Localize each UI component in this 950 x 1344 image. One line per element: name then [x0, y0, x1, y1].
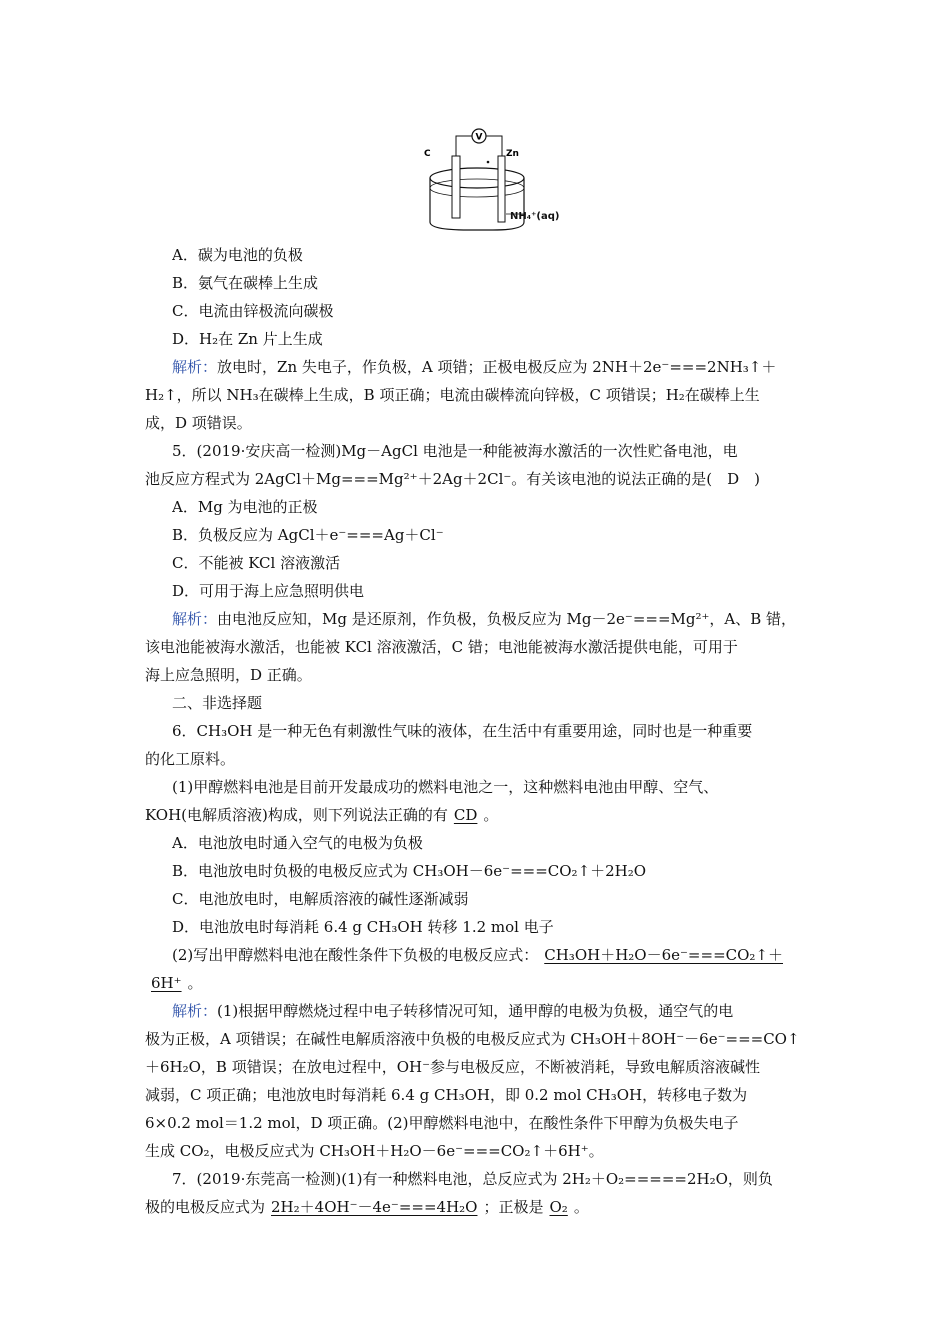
- voltmeter-label: V: [475, 132, 483, 143]
- answer-blank: CH₃OH＋H₂O－6e⁻===CO₂↑＋: [544, 946, 783, 964]
- text-line: 6×0.2 mol＝1.2 mol，D 项正确。(2)甲醇燃料电池中，在酸性条件下甲醇为负极失电子: [145, 1114, 739, 1132]
- text-line: (2)写出甲醇燃料电池在酸性条件下负极的电极反应式： CH₃OH＋H₂O－6e⁻===CO₂↑＋: [172, 942, 812, 968]
- text-line: 解析：由电池反应知，Mg 是还原剂，作负极，负极反应为 Mg－2e⁻===Mg²⁺，A、B 错，: [172, 610, 797, 628]
- text-line: A．电池放电时通入空气的电极为负极: [172, 834, 423, 852]
- text-line: B．氨气在碳棒上生成: [172, 274, 319, 292]
- text-line: D．可用于海上应急照明供电: [172, 582, 365, 600]
- text-line: 该电池能被海水激活，也能被 KCl 溶液激活，C 错；电池能被海水激活提供电能，可用于: [145, 638, 738, 656]
- text-line: B．负极反应为 AgCl＋e⁻===Ag＋Cl⁻: [172, 526, 444, 544]
- text-line: 6．CH₃OH 是一种无色有刺激性气味的液体，在生活中有重要用途，同时也是一种重要: [172, 722, 753, 740]
- text-line: D．H₂在 Zn 片上生成: [172, 330, 323, 348]
- text-line: 成，D 项错误。: [145, 414, 252, 432]
- text-line: KOH(电解质溶液)构成，则下列说法正确的有 CD 。: [145, 806, 499, 824]
- text-line: B．电池放电时负极的电极反应式为 CH₃OH－6e⁻===CO₂↑＋2H₂O: [172, 862, 647, 880]
- text-line: 6H⁺ 。: [145, 970, 815, 996]
- answer-blank: 6H⁺: [151, 974, 182, 992]
- text-line: H₂↑，所以 NH₃在碳棒上生成，B 项正确；电流由碳棒流向锌极，C 项错误；H₂在碳棒上生: [145, 386, 760, 404]
- analysis-label: 解析：: [172, 1002, 218, 1020]
- text-line: 生成 CO₂，电极反应式为 CH₃OH＋H₂O－6e⁻===CO₂↑＋6H⁺。: [145, 1142, 604, 1160]
- text-line: 池反应方程式为 2AgCl＋Mg===Mg²⁺＋2Ag＋2Cl⁻。有关该电池的说法正确的是( D ): [145, 470, 761, 488]
- text-line: (1)甲醇燃料电池是目前开发最成功的燃料电池之一，这种燃料电池由甲醇、空气、: [172, 778, 719, 796]
- text-line: 极为正极，A 项错误；在碱性电解质溶液中负极的电极反应式为 CH₃OH＋8OH⁻－6e⁻===CO↑: [145, 1030, 800, 1048]
- text-line: 7．(2019·东莞高一检测)(1)有一种燃料电池，总反应式为 2H₂＋O₂=====2H₂O，则负: [172, 1170, 773, 1188]
- zinc-label: Zn: [506, 149, 519, 159]
- text-line: 海上应急照明，D 正确。: [145, 666, 312, 684]
- text-line: 5．(2019·安庆高一检测)Mg－AgCl 电池是一种能被海水激活的一次性贮备电池，电: [172, 442, 738, 460]
- solution-label: NH₄⁺(aq): [510, 211, 560, 222]
- text-line: 的化工原料。: [145, 750, 236, 768]
- text-line: ＋6H₂O，B 项错误；在放电过程中，OH⁻参与电极反应，不断被消耗，导致电解质溶液碱性: [145, 1058, 761, 1076]
- text-line: 减弱，C 项正确；电池放电时每消耗 6.4 g CH₃OH，即 0.2 mol CH₃OH，转移电子数为: [145, 1086, 748, 1104]
- text-line: 解析：放电时，Zn 失电子，作负极，A 项错；正极电极反应为 2NH＋2e⁻===2NH₃↑＋: [172, 358, 777, 376]
- text-line: C．电流由锌极流向碳极: [172, 302, 334, 320]
- analysis-label: 解析：: [172, 610, 218, 628]
- text-line: 二、非选择题: [172, 694, 263, 712]
- text-line: C．不能被 KCl 溶液激活: [172, 554, 341, 572]
- text-line: 解析：(1)根据甲醇燃烧过程中电子转移情况可知，通甲醇的电极为负极，通空气的电: [172, 1002, 734, 1020]
- carbon-label: C: [424, 149, 431, 159]
- text-line: 极的电极反应式为 2H₂＋4OH⁻－4e⁻===4H₂O ；正极是 O₂ 。: [145, 1198, 589, 1216]
- answer-blank: 2H₂＋4OH⁻－4e⁻===4H₂O: [271, 1198, 478, 1216]
- text-line: C．电池放电时，电解质溶液的碱性逐渐减弱: [172, 890, 469, 908]
- answer-blank: CD: [453, 806, 478, 824]
- text-line: A．Mg 为电池的正极: [172, 498, 318, 516]
- text-line: A．碳为电池的负极: [172, 246, 303, 264]
- analysis-label: 解析：: [172, 358, 218, 376]
- text-line: D．电池放电时每消耗 6.4 g CH₃OH 转移 1.2 mol 电子: [172, 918, 554, 936]
- answer-blank: O₂: [549, 1198, 568, 1216]
